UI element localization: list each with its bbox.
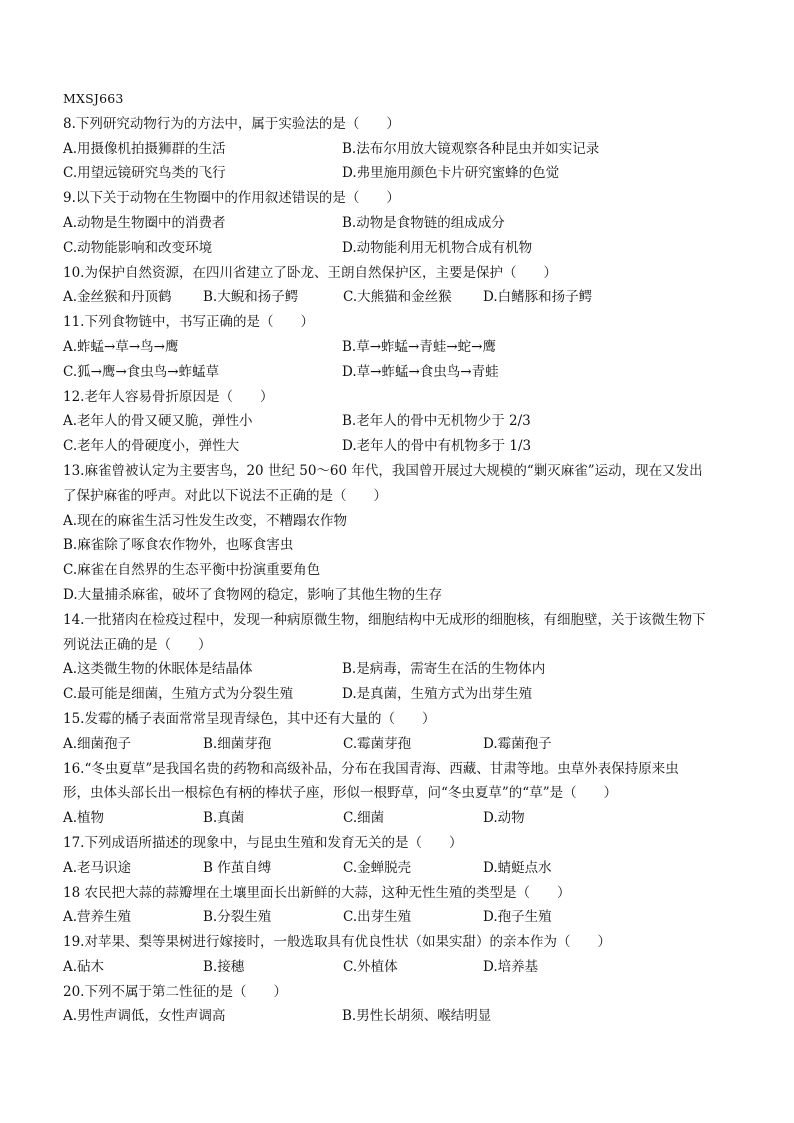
option-b: B.老年人的骨中无机物少于 2/3 [342,413,531,430]
option-a: A.用摄像机拍摄狮群的生活 [63,140,226,157]
option-d: D.是真菌，生殖方式为出芽生殖 [342,686,533,703]
option-b: B.是病毒，需寄生在活的生物体内 [342,661,546,678]
question-16 [63,757,754,831]
question-stem: 19.对苹果、梨等果树进行嫁接时，一般选取具有优良性状（如果实甜）的亲本作为（ ） [63,934,611,951]
option-c: C.用望远镜研究鸟类的飞行 [63,165,226,182]
option-c: C.外植体 [343,958,398,975]
question-8 [63,112,754,186]
option-c: C.狐→鹰→食虫鸟→蚱蜢草 [63,363,220,380]
question-9 [63,186,754,260]
option-a: A.男性声调低，女性声调高 [63,1008,226,1025]
option-d: D.草→蚱蜢→食虫鸟→青蛙 [342,363,499,380]
option-b: B 作茧自缚 [203,859,272,876]
question-stem-line-2: 形，虫体头部长出一根棕色有柄的棒状子座，形似一根野草，问“冬虫夏草”的“草”是（ ） [63,785,618,802]
option-row [63,285,754,310]
option-row [63,335,754,360]
question-18 [63,881,754,931]
question-stem-line-1: 14.一批猪肉在检疫过程中，发现一种病原微生物，细胞结构中无成形的细胞核，有细胞壁，关于该微生物下 [63,611,706,628]
option-row [63,682,754,707]
option-c: C.老年人的骨硬度小，弹性大 [63,438,240,455]
option-d: D.弗里施用颜色卡片研究蜜蜂的色觉 [342,165,560,182]
option-a: A.老马识途 [63,859,132,876]
option-c: C.大熊猫和金丝猴 [343,289,452,306]
option-row [63,409,754,434]
question-19 [63,930,754,980]
option-row [63,211,754,236]
question-stem: 8.下列研究动物行为的方法中，属于实验法的是（ ） [63,115,400,132]
question-stem: 9.以下关于动物在生物圈中的作用叙述错误的是（ ） [63,190,400,207]
question-13 [63,459,754,608]
option-row [63,955,754,980]
question-15 [63,707,754,757]
question-stem: 17.下列成语所描述的现象中，与昆虫生殖和发育无关的是（ ） [63,834,463,851]
document-code: MXSJ663 [63,91,124,106]
option-c: C.金蝉脱壳 [343,859,412,876]
option-b: B.真菌 [203,810,245,827]
option-b: B.接穗 [203,958,245,975]
option-b: B.分裂生殖 [203,909,272,926]
question-stem-line-1: 16.“冬虫夏草”是我国名贵的药物和高级补品，分布在我国青海、西藏、甘肃等地。虫草外表保持原来虫 [63,760,679,777]
question-17 [63,831,754,881]
option-b: B.法布尔用放大镜观察各种昆虫并如实记录 [342,140,600,157]
question-14 [63,608,754,707]
question-12 [63,385,754,459]
option-c: C.麻雀在自然界的生态平衡中扮演重要角色 [63,562,321,579]
option-a: A.现在的麻雀生活习性发生改变，不糟蹋农作物 [63,512,348,529]
option-d: D.培养基 [483,958,539,975]
option-row [63,905,754,930]
option-d: D.霉菌孢子 [483,735,552,752]
question-stem: 11.下列食物链中，书写正确的是（ ） [63,314,314,331]
option-row [63,806,754,831]
option-a: A.营养生殖 [63,909,132,926]
option-a: A.老年人的骨又硬又脆，弹性小 [63,413,253,430]
option-a: A.金丝猴和丹顶鹤 [63,289,172,306]
option-row [63,856,754,881]
option-c: C.霉菌芽孢 [343,735,412,752]
option-row [63,360,754,385]
option-a: A.动物是生物圈中的消费者 [63,214,226,231]
option-a: A.砧木 [63,958,105,975]
question-20 [63,980,754,1030]
option-a: A.植物 [63,810,105,827]
question-stem: 12.老年人容易骨折原因是（ ） [63,388,274,405]
option-d: D.动物 [483,810,525,827]
question-stem: 20.下列不属于第二性征的是（ ） [63,983,287,1000]
option-row [63,137,754,162]
option-c: C.动物能影响和改变环境 [63,239,213,256]
option-c: C.出芽生殖 [343,909,412,926]
option-row [63,657,754,682]
option-a: A.蚱蜢→草→鸟→鹰 [63,338,179,355]
option-b: B.动物是食物链的组成成分 [342,214,505,231]
question-10 [63,261,754,311]
option-a: A.细菌孢子 [63,735,132,752]
option-d: D.蜻蜓点水 [483,859,552,876]
question-stem-line-2: 了保护麻雀的呼声。对此以下说法不正确的是（ ） [63,487,387,504]
option-a: A.这类微生物的休眠体是结晶体 [63,661,253,678]
option-d: D.孢子生殖 [483,909,552,926]
question-stem: 15.发霉的橘子表面常常呈现青绿色，其中还有大量的（ ） [63,710,436,727]
option-b: B.细菌芽孢 [203,735,272,752]
question-stem-line-2: 列说法正确的是（ ） [63,636,212,653]
option-b: B.草→蚱蜢→青蛙→蛇→鹰 [342,338,496,355]
option-row [63,434,754,459]
question-stem: 18 农民把大蒜的蒜瓣埋在土壤里面长出新鲜的大蒜，这种无性生殖的类型是（ ） [63,884,571,901]
option-d: D.大量捕杀麻雀，破坏了食物网的稳定，影响了其他生物的生存 [63,586,443,603]
option-c: C.最可能是细菌，生殖方式为分裂生殖 [63,686,294,703]
option-d: D.老年人的骨中有机物多于 1/3 [342,438,532,455]
question-stem: 10.为保护自然资源，在四川省建立了卧龙、王朗自然保护区，主要是保护（ ） [63,264,557,281]
option-d: D.动物能利用无机物合成有机物 [342,239,533,256]
option-row [63,732,754,757]
option-d: D.白鳍豚和扬子鳄 [483,289,593,306]
option-b: B.大鲵和扬子鳄 [203,289,299,306]
option-c: C.细菌 [343,810,385,827]
question-stem-line-1: 13.麻雀曾被认定为主要害鸟，20 世纪 50～60 年代，我国曾开展过大规模的“剿灭麻雀”运动，现在又发出 [63,462,703,479]
option-row [63,161,754,186]
option-row [63,1004,754,1029]
option-row [63,236,754,261]
option-b: B.麻雀除了啄食农作物外，也啄食害虫 [63,537,294,554]
question-11 [63,310,754,384]
option-b: B.男性长胡须、喉结明显 [342,1008,492,1025]
